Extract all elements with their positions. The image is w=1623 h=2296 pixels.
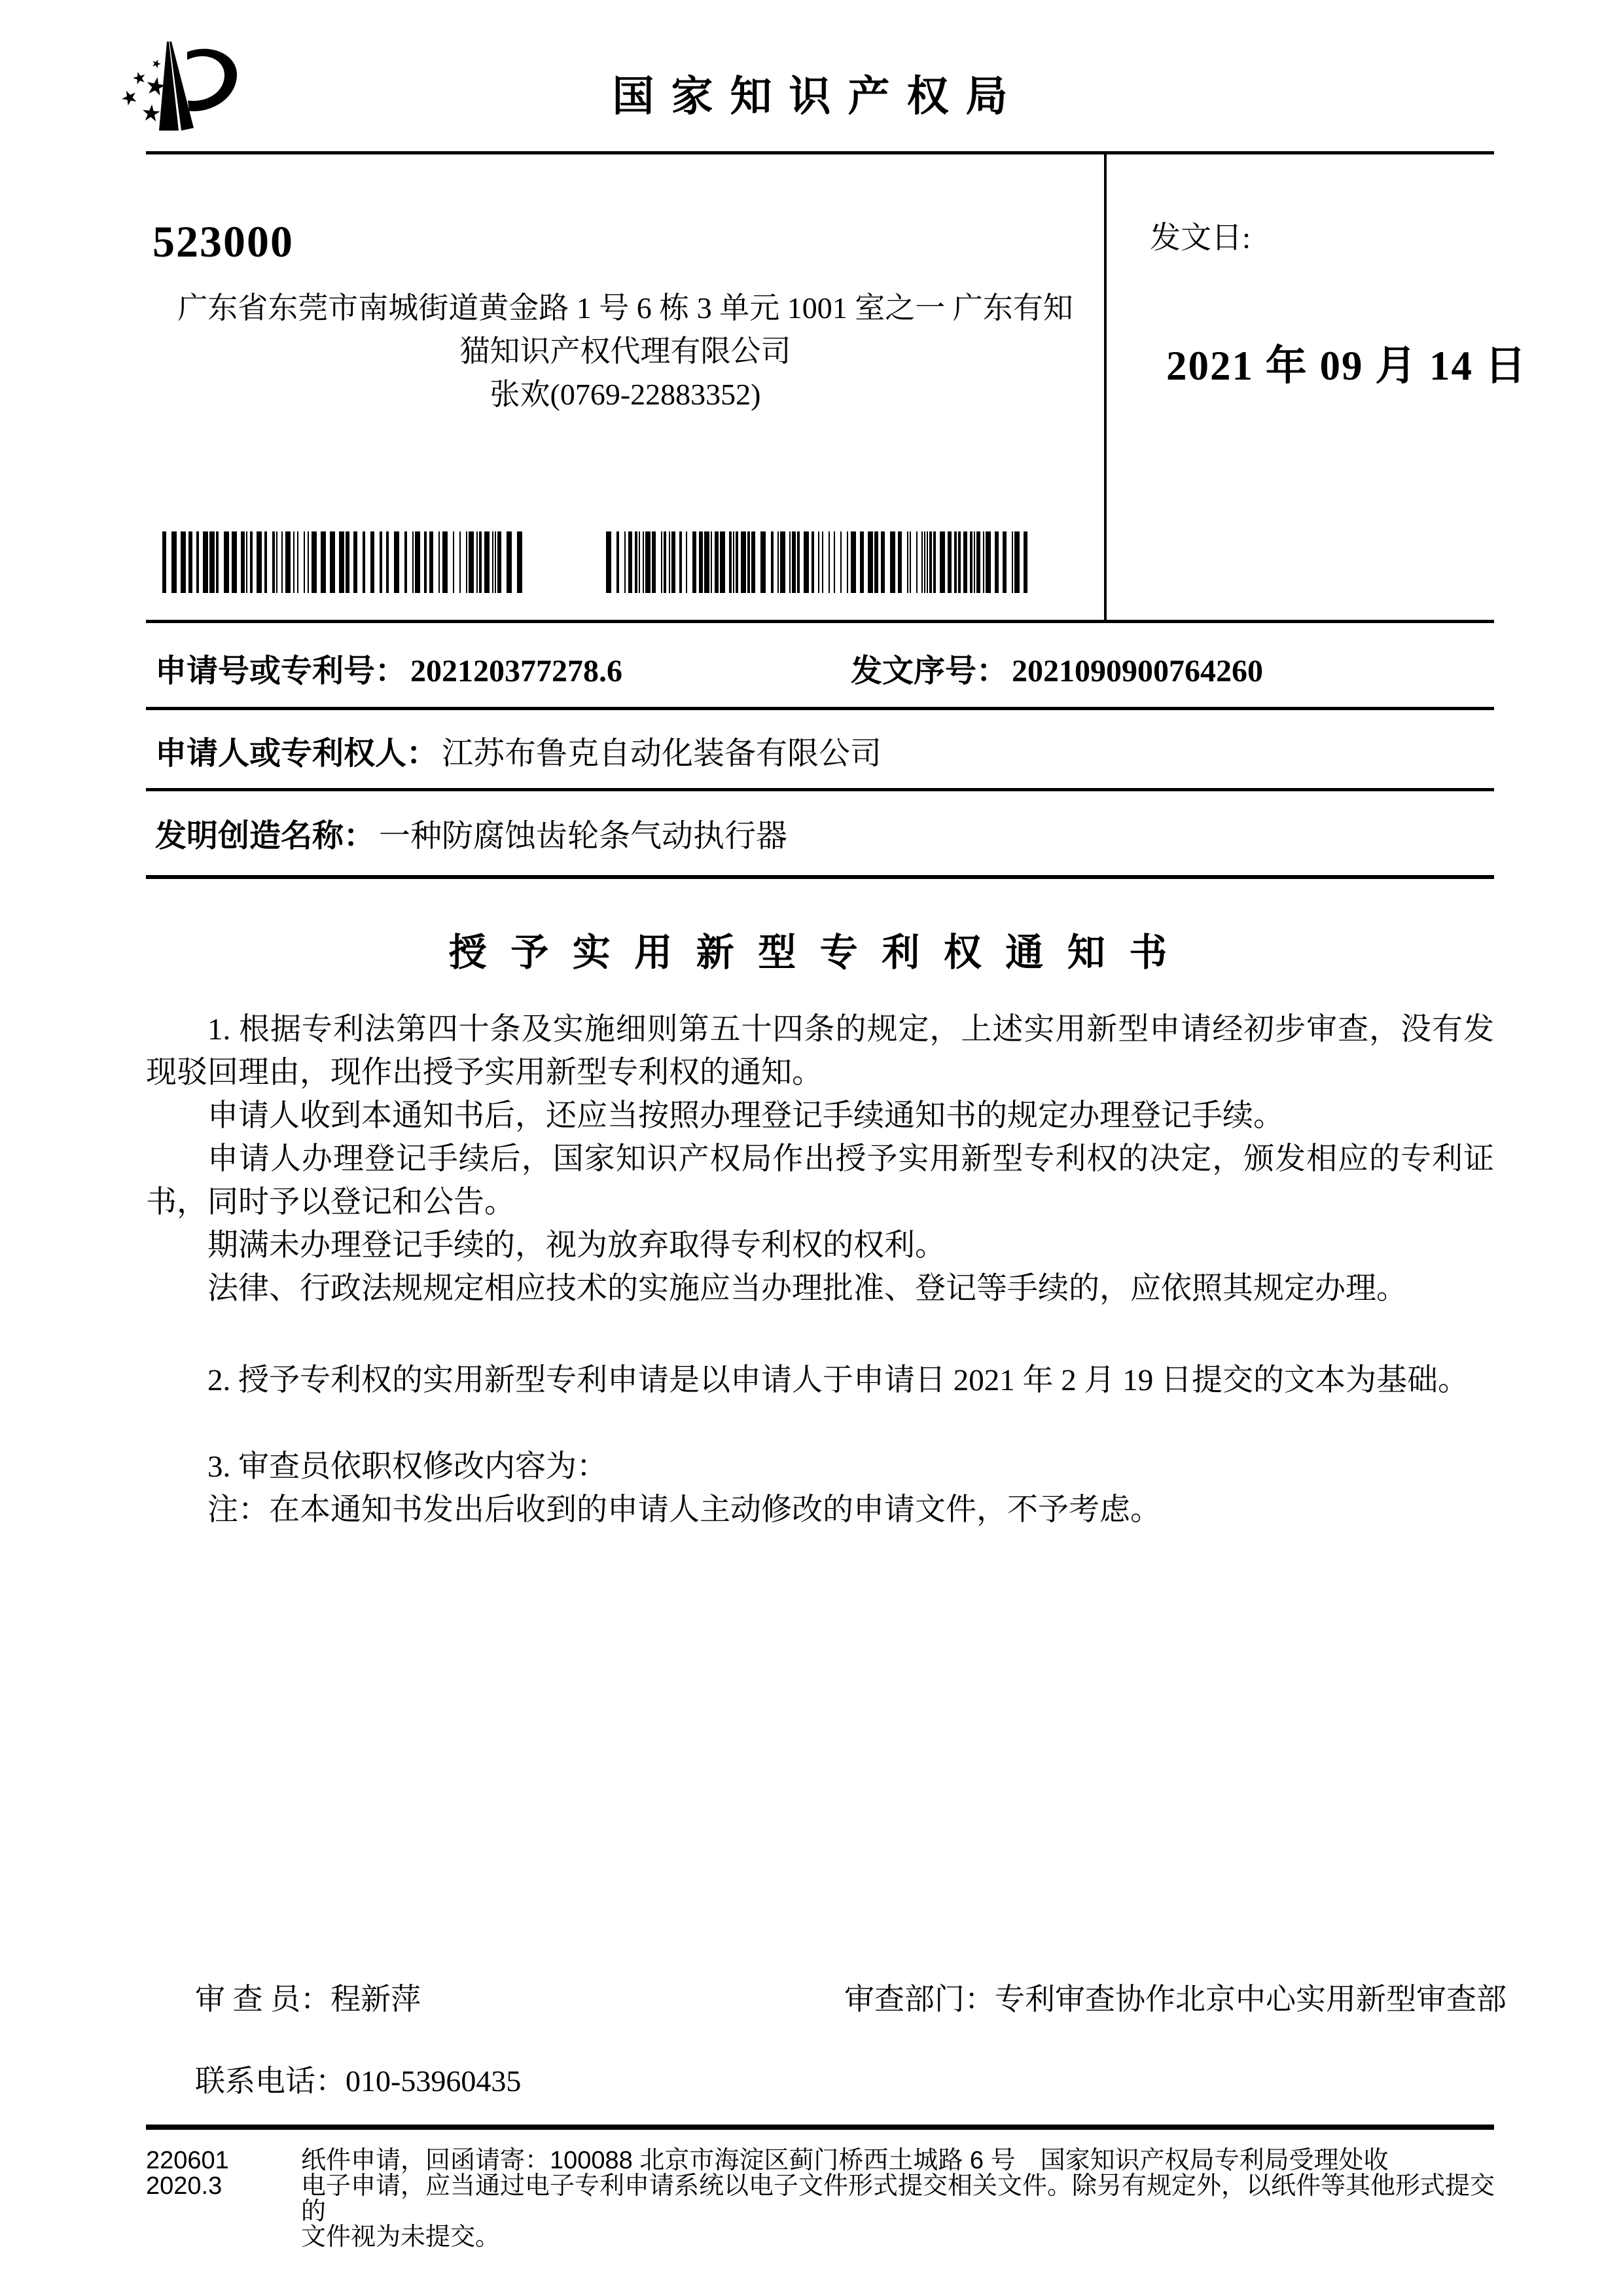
footer-text (301, 2148, 1499, 2250)
postal-code: 523000 (152, 217, 294, 266)
phone-label: 联系电话： (195, 2064, 346, 2098)
notice-paragraph: 法律、行政法规规定相应技术的实施应当办理批准、登记等手续的，应依照其规定办理。 (207, 1272, 1407, 1306)
form-codes (146, 2148, 229, 2199)
notice-body (146, 1008, 1494, 1532)
invention-title-value: 一种防腐蚀齿轮条气动执行器 (379, 819, 788, 853)
form-version: 2020.3 (146, 2172, 223, 2200)
form-code: 220601 (146, 2147, 229, 2174)
applicant-label: 申请人或专利权人： (155, 736, 438, 771)
notice-title: 授 予 实 用 新 型 专 利 权 通 知 书 (448, 931, 1175, 974)
section-rule-3 (146, 788, 1494, 791)
footer-line-3: 文件视为未提交。 (301, 2223, 501, 2251)
footer-line-1: 纸件申请，回函请寄：100088 北京市海淀区蓟门桥西土城路 6 号 国家知识产权局专利局受理处收 (301, 2147, 1389, 2174)
addressee-block (146, 287, 1105, 416)
agency-title: 国 家 知 识 产 权 局 (612, 73, 1011, 120)
notice-paragraph: 注：在本通知书发出后收到的申请人主动修改的申请文件，不予考虑。 (207, 1493, 1161, 1527)
invention-title-row (146, 810, 1494, 855)
address-line-2: 猫知识产权代理有限公司 (459, 334, 791, 368)
dispatch-serial-label: 发文序号： (851, 654, 1008, 689)
address-line-1: 广东省东莞市南城街道黄金路 1 号 6 栋 3 单元 1001 室之一 广东有知 (177, 291, 1073, 325)
examiner-label: 审 查 员： (195, 1982, 330, 2016)
department-name: 专利审查协作北京中心实用新型审查部 (995, 1982, 1507, 2016)
examiner-row (146, 1975, 1507, 2018)
notice-paragraph: 申请人办理登记手续后，国家知识产权局作出授予实用新型专利权的决定，颁发相应的专利证书，同时予以登记和公告。 (146, 1142, 1494, 1219)
dispatch-serial-value: 2021090900764260 (1012, 654, 1264, 689)
notice-paragraph: 1. 根据专利法第四十条及实施细则第五十四条的规定，上述实用新型申请经初步审查，没有发现驳回理由，现作出授予实用新型专利权的通知。 (146, 1013, 1494, 1090)
application-number-label: 申请号或专利号： (155, 654, 407, 689)
notice-paragraph: 3. 审查员依职权修改内容为： (207, 1450, 607, 1484)
applicant-row (146, 728, 1494, 773)
date-box-divider (1104, 154, 1107, 622)
footer-line-2: 电子申请，应当通过电子专利申请系统以电子文件形式提交相关文件。除另有规定外，以纸件等其他形式提交的 (301, 2172, 1495, 2225)
phone-value: 010-53960435 (346, 2064, 522, 2098)
dispatch-date-label: 发文日: (1150, 221, 1251, 255)
examiner-name: 程新萍 (330, 1982, 421, 2016)
barcode-right (606, 531, 1037, 593)
dispatch-date-value: 2021 年 09 月 14 日 (1166, 343, 1527, 389)
phone-row (195, 2057, 521, 2100)
footer-rule (146, 2125, 1494, 2130)
application-number-row (146, 645, 1494, 691)
invention-title-label: 发明创造名称： (155, 819, 376, 853)
notice-paragraph: 2. 授予专利权的实用新型专利申请是以申请人于申请日 2021 年 2 月 19 日提交的文本为基础。 (207, 1363, 1469, 1397)
barcode-left (162, 531, 526, 593)
notice-paragraph: 期满未办理登记手续的，视为放弃取得专利权的权利。 (207, 1229, 946, 1263)
section-rule-4 (146, 875, 1494, 879)
section-rule-2 (146, 707, 1494, 710)
applicant-value: 江苏布鲁克自动化装备有限公司 (442, 736, 882, 771)
address-contact-line: 张欢(0769-22883352) (490, 378, 761, 411)
section-rule-1 (146, 620, 1494, 623)
header-rule (146, 151, 1494, 154)
application-number-value: 202120377278.6 (410, 654, 623, 689)
department-label: 审查部门： (844, 1982, 995, 2016)
notice-paragraph: 申请人收到本通知书后，还应当按照办理登记手续通知书的规定办理登记手续。 (207, 1099, 1284, 1133)
